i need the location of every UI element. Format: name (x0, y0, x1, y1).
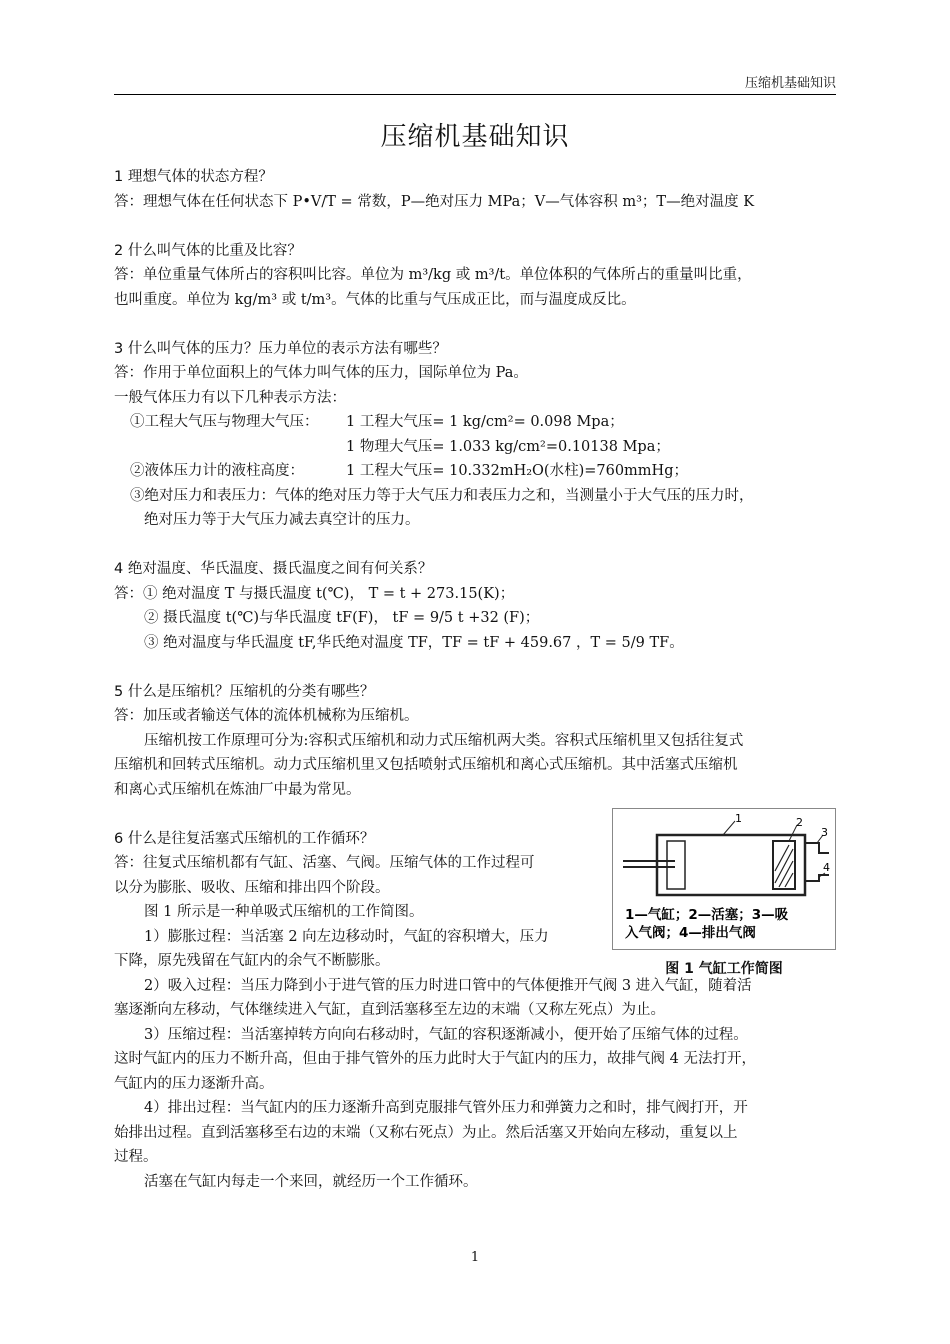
answer-1: 答：理想气体在任何状态下 P•V/T = 常数，P—绝对压力 MPa；V—气体容积 m³；T—绝对温度 K (114, 193, 755, 210)
answer-6-line-8: 3）压缩过程：当活塞掉转方向向右移动时，气缸的容积逐渐减小，便开始了压缩气体的过程。 (144, 1026, 748, 1043)
answer-4-line-2: ② 摄氏温度 t(℃)与华氏温度 tF(F)， tF = 9/5 t +32 (F)； (144, 610, 540, 626)
answer-5-line-4: 和离心式压缩机在炼油厂中最为常见。 (114, 781, 361, 798)
header-rule (114, 94, 836, 95)
answer-6-line-14: 活塞在气缸内每走一个来回，就经历一个工作循环。 (144, 1173, 478, 1190)
question-5: 5 什么是压缩机？压缩机的分类有哪些？ (114, 683, 375, 700)
discharge-valve (805, 875, 829, 881)
figure-caption: 图 1 气缸工作简图 (665, 961, 783, 977)
pressure-item-2 (114, 459, 836, 484)
answer-6-line-6: 2）吸入过程：当压力降到小于进气管的压力时进口管中的气体便推开气阀 3 进入气缸，随着活 (144, 977, 752, 994)
answer-6-line-3: 图 1 所示是一种单吸式压缩机的工作简图。 (144, 904, 424, 920)
answer-6-line-7: 塞逐渐向左移动，气体继续进入气缸，直到活塞移至左边的末端（又称左死点）为止。 (114, 1002, 665, 1018)
question-3: 3 什么叫气体的压力？压力单位的表示方法有哪些？ (114, 340, 447, 357)
question-2: 2 什么叫气体的比重及比容？ (114, 242, 302, 259)
answer-6-line-4: 1）膨胀过程：当活塞 2 向左边移动时，气缸的容积增大，压力 (144, 928, 549, 945)
answer-6-line-1: 答：往复式压缩机都有气缸、活塞、气阀。压缩气体的工作过程可 (114, 855, 535, 871)
document-body (114, 165, 836, 1194)
page-number: 1 (470, 1250, 480, 1265)
answer-2-line-1: 答：单位重量气体所占的容积叫比容。单位为 m³/kg 或 m³/t。单位体积的气体所占的重量叫比重， (114, 267, 752, 283)
pressure-item-2-value: 1 工程大气压= 10.332mH₂O(水柱)=760mmHg； (346, 463, 688, 479)
cylinder-diagram-svg (613, 809, 835, 949)
pressure-item-3-line-2: 绝对压力等于大气压力减去真空计的压力。 (144, 512, 420, 528)
answer-2-line-2: 也叫重度。单位为 kg/m³ 或 t/m³。气体的比重与气压成正比，而与温度成反比。 (114, 291, 636, 308)
answer-4-line-3: ③ 绝对温度与华氏温度 tF,华氏绝对温度 TF，TF = tF + 459.67 ，T = 5/9 TF。 (144, 634, 684, 651)
suction-valve (805, 843, 829, 853)
answer-4-line-1: 答：① 绝对温度 T 与摄氏温度 t(℃)， T = t + 273.15(K)； (114, 585, 515, 602)
pressure-item-1-value: 1 工程大气压= 1 kg/cm²= 0.098 Mpa； (346, 414, 624, 430)
answer-5-line-3: 压缩机和回转式压缩机。动力式压缩机里又包括喷射式压缩机和离心式压缩机。其中活塞式压缩机 (114, 757, 738, 773)
left-end-cap (667, 841, 685, 889)
answer-3-line-2: 一般气体压力有以下几种表示方法： (114, 389, 346, 406)
question-1: 1 理想气体的状态方程？ (114, 169, 273, 185)
answer-5-line-1: 答：加压或者输送气体的流体机械称为压缩机。 (114, 708, 419, 724)
answer-6-line-12: 始排出过程。直到活塞移至右边的末端（又称右死点）为止。然后活塞又开始向左移动，重复以上 (114, 1124, 738, 1141)
answer-6-line-5: 下降，原先残留在气缸内的余气不断膨胀。 (114, 953, 390, 969)
pressure-item-1 (114, 410, 836, 435)
answer-6-line-11: 4）排出过程：当气缸内的压力逐渐升高到克服排气管外压力和弹簧力之和时，排气阀打开，开 (144, 1100, 748, 1116)
pressure-item-1-label: ①工程大气压与物理大气压： (130, 414, 319, 430)
answer-6-line-2: 以分为膨胀、吸收、压缩和排出四个阶段。 (114, 879, 390, 896)
question-6: 6 什么是往复活塞式压缩机的工作循环？ (114, 830, 375, 847)
pressure-item-1-value-2: 1 物理大气压= 1.033 kg/cm²=0.10138 Mpa； (346, 438, 670, 455)
label-num-4: 4 (823, 861, 830, 874)
figure-legend-line-1: 1—气缸；2—活塞；3—吸 (625, 907, 789, 923)
cylinder-diagram (612, 808, 836, 950)
answer-5-line-2: 压缩机按工作原理可分为:容积式压缩机和动力式压缩机两大类。容积式压缩机里又包括往复式 (144, 732, 744, 749)
figure-legend-line-2: 入气阀；4—排出气阀 (625, 925, 756, 941)
label-num-2: 2 (796, 816, 803, 829)
answer-3-line-1: 答：作用于单位面积上的气体力叫气体的压力，国际单位为 Pa。 (114, 365, 528, 381)
answer-6-line-13: 过程。 (114, 1149, 158, 1165)
figure-1 (612, 808, 836, 978)
pressure-item-2-label: ②液体压力计的液柱高度： (130, 463, 304, 479)
answer-6-line-10: 气缸内的压力逐渐升高。 (114, 1075, 274, 1092)
label-num-3: 3 (821, 826, 828, 839)
pressure-item-3-line-1: ③绝对压力和表压力：气体的绝对压力等于大气压力和表压力之和，当测量小于大气压的压力时， (130, 487, 754, 504)
document-title: 压缩机基础知识 (380, 122, 570, 152)
running-header: 压缩机基础知识 (744, 76, 836, 91)
answer-6-line-9: 这时气缸内的压力不断升高，但由于排气管外的压力此时大于气缸内的压力，故排气阀 4 无法打开， (114, 1051, 756, 1067)
label-num-1: 1 (735, 812, 742, 825)
question-4: 4 绝对温度、华氏温度、摄氏温度之间有何关系？ (114, 561, 433, 577)
